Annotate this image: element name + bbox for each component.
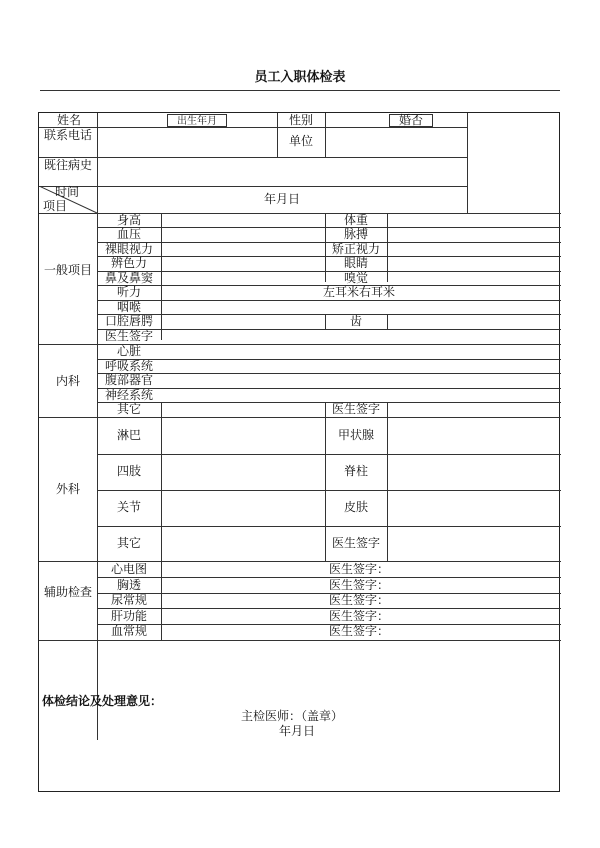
internal-section-label: 内科 [55,374,80,388]
liver-doctor-sign-label: 医生签字： [329,609,390,623]
oral-label: 口腔唇腭 [104,314,153,328]
marital-label: 婚否 [398,113,423,127]
exam-form [38,112,560,792]
title-rule [40,90,560,91]
time-label: 时间 [55,185,80,199]
hearing-label: 听力 [116,285,141,299]
form-title: 员工入职体检表 [254,70,346,85]
naked-vision-label: 裸眼视力 [104,242,153,256]
spine-label: 脊柱 [343,464,368,478]
liver-label: 肝功能 [110,609,147,623]
surgery-section-label: 外科 [55,482,80,496]
general-doctor-sign-label: 医生签字 [104,329,153,343]
teeth-label: 齿 [349,314,362,328]
thyroid-label: 甲状腺 [337,428,374,442]
auxiliary-section-label: 辅助检查 [43,585,92,599]
history-label: 既往病史 [43,158,92,172]
abdomen-label: 腹部器官 [104,373,153,387]
respiratory-label: 呼吸系统 [104,359,153,373]
lymph-label: 淋巴 [116,428,141,442]
smell-label: 嗅觉 [343,271,368,285]
ear-measure-text: 左耳米右耳米 [322,285,395,299]
birth-label: 出生年月 [177,116,217,127]
name-label: 姓名 [57,113,82,127]
weight-label: 体重 [343,213,368,227]
corrected-vision-label: 矫正视力 [331,242,380,256]
internal-other-label: 其它 [116,402,141,416]
blood-label: 血常规 [110,624,147,638]
conclusion-date: 年月日 [279,724,316,738]
urine-doctor-sign-label: 医生签字： [329,593,390,607]
urine-label: 尿常规 [110,593,147,607]
item-label: 项目 [43,199,68,213]
nervous-label: 神经系统 [104,388,153,402]
contact-label: 联系电话 [43,128,92,142]
chest-doctor-sign-label: 医生签字： [329,578,390,592]
eyes-label: 眼睛 [343,256,368,270]
unit-label: 单位 [288,134,313,148]
gender-label: 性别 [288,113,313,127]
color-vision-label: 辨色力 [110,256,147,270]
surgery-doctor-sign-label: 医生签字 [331,536,380,550]
blood-pressure-label: 血压 [116,227,141,241]
limbs-label: 四肢 [116,464,141,478]
surgery-other-label: 其它 [116,536,141,550]
chest-xray-label: 胸透 [116,578,141,592]
date-text: 年月日 [263,192,300,206]
ecg-doctor-sign-label: 医生签字： [329,562,390,576]
height-label: 身高 [116,213,141,227]
general-section-label: 一般项目 [43,263,92,277]
chief-doctor-label: 主检医师：（盖章） [241,709,344,723]
throat-label: 咽喉 [116,300,141,314]
pulse-label: 脉搏 [343,227,368,241]
ecg-label: 心电图 [110,562,147,576]
nose-label: 鼻及鼻窦 [104,271,153,285]
blood-doctor-sign-label: 医生签字： [329,624,390,638]
joints-label: 关节 [116,500,141,514]
internal-doctor-sign-label: 医生签字 [331,402,380,416]
photo-divider [467,113,468,213]
skin-label: 皮肤 [343,500,368,514]
heart-label: 心脏 [116,344,141,358]
conclusion-label: 体检结论及处理意见： [42,694,163,708]
